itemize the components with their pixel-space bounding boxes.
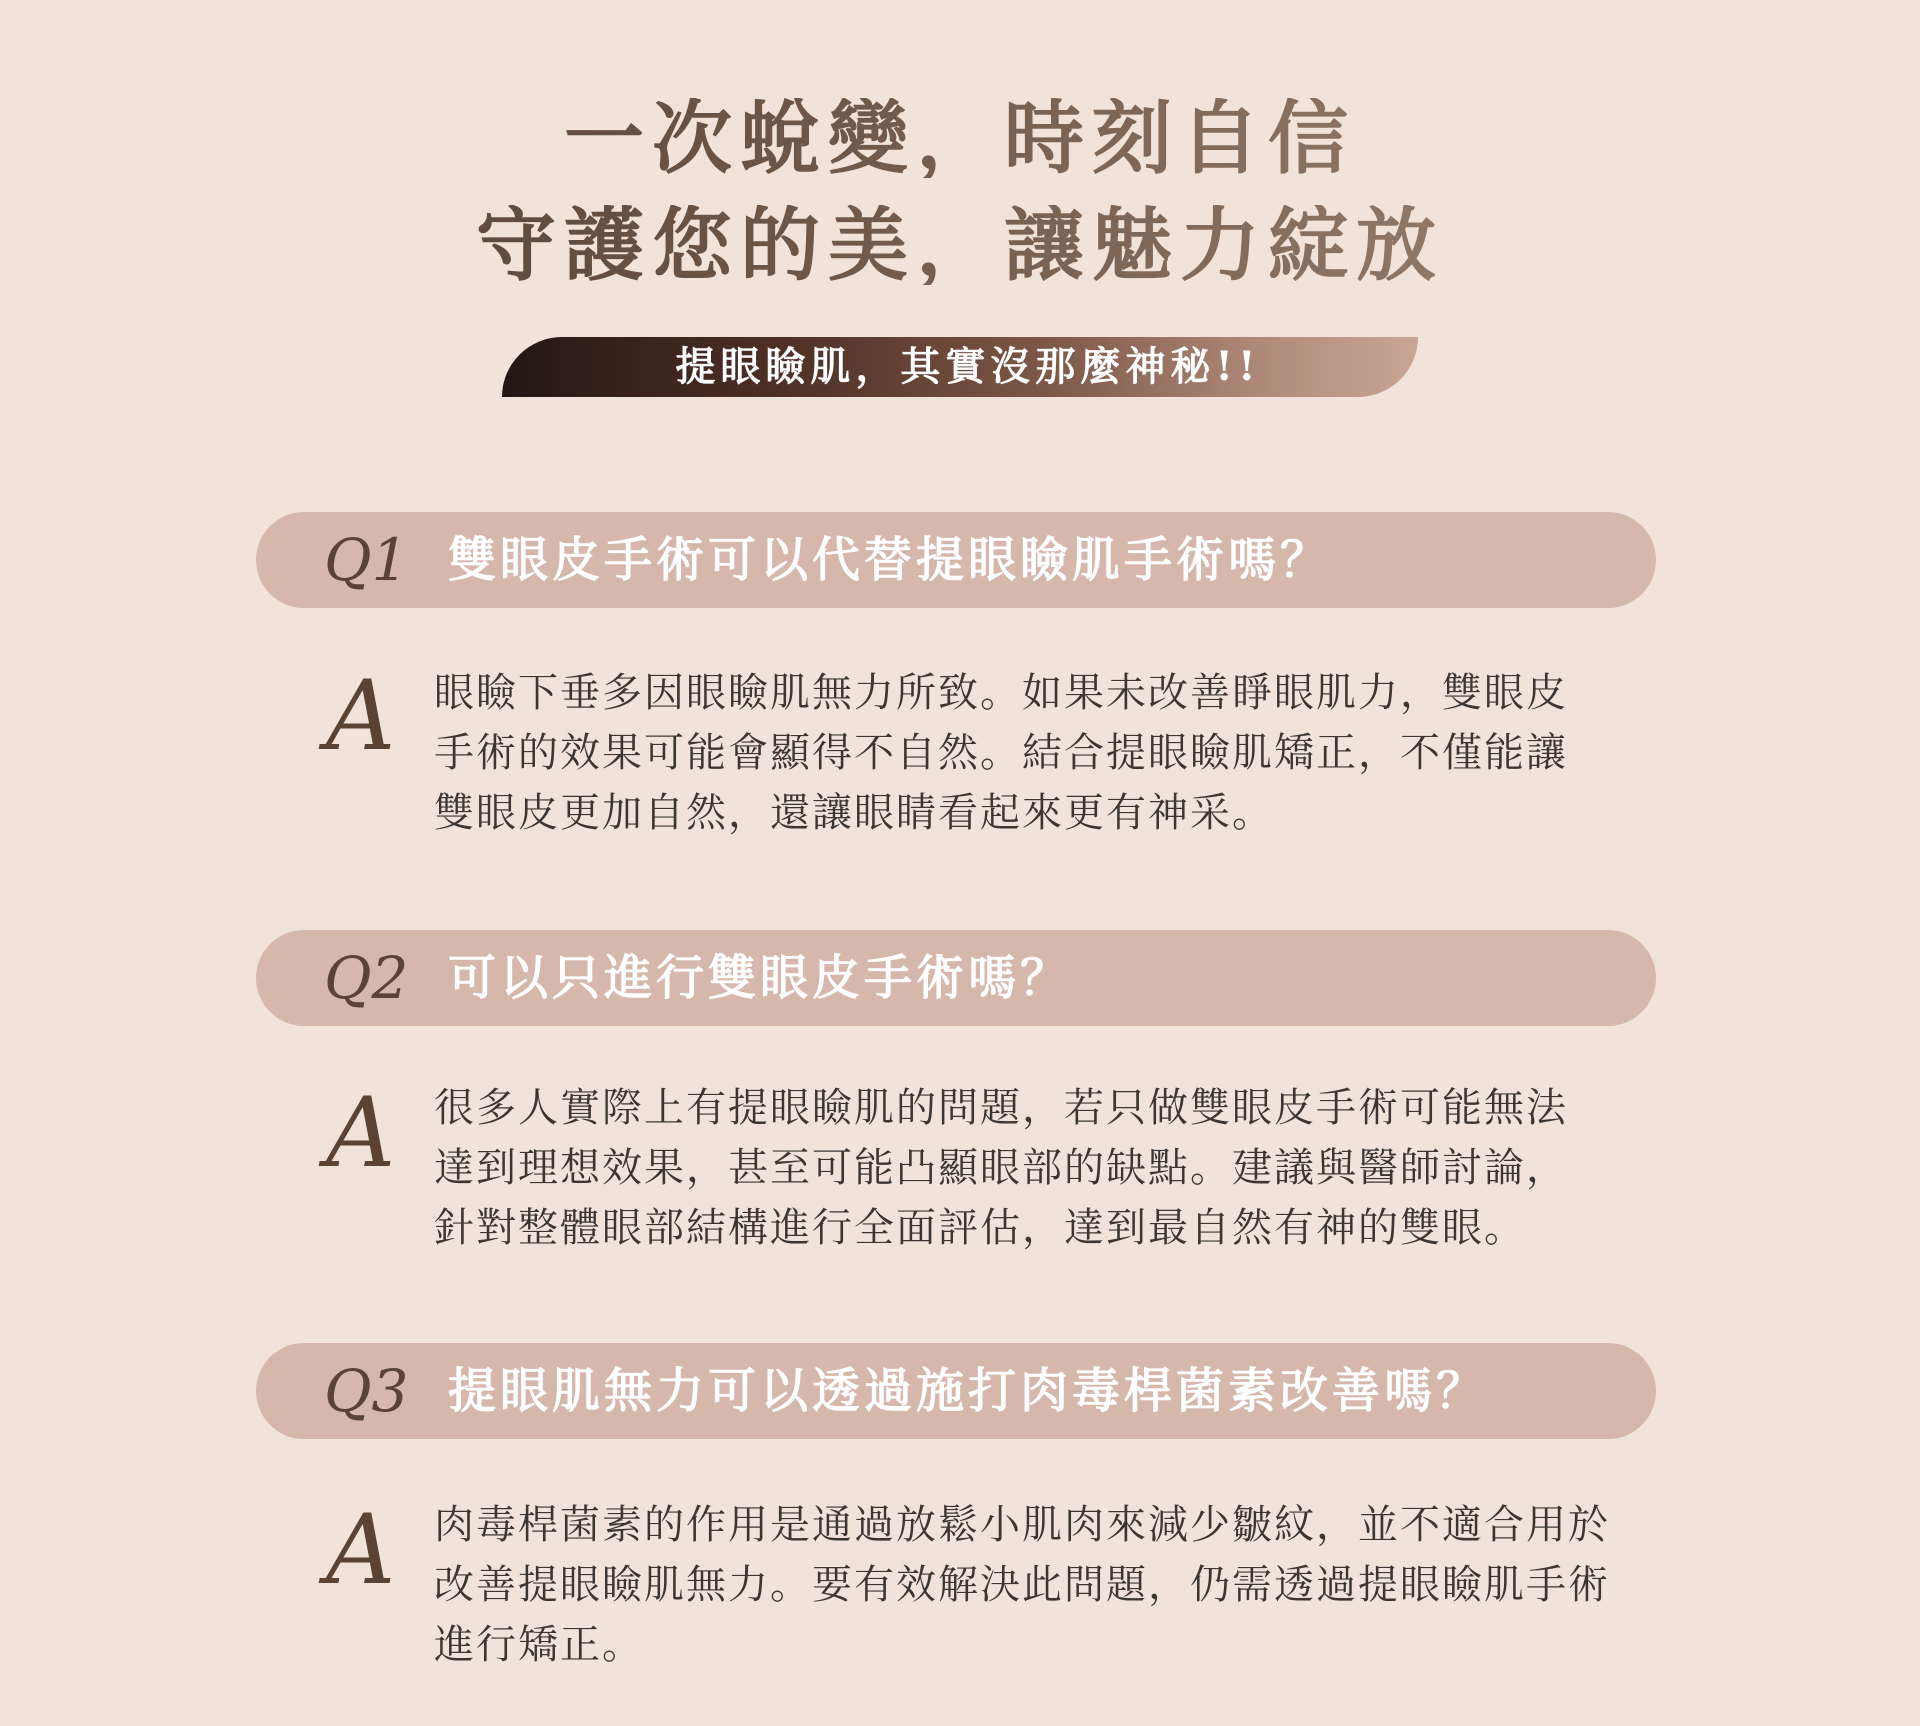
answer-text-1 bbox=[434, 663, 1644, 843]
question-bar-1 bbox=[256, 512, 1656, 608]
answer-line: 肉毒桿菌素的作用是通過放鬆小肌肉來減少皺紋，並不適合用於 bbox=[434, 1502, 1610, 1548]
answer-line: 改善提眼瞼肌無力。要有效解決此問題，仍需透過提眼瞼肌手術 bbox=[434, 1562, 1610, 1608]
answer-line: 雙眼皮更加自然，還讓眼睛看起來更有神采。 bbox=[434, 790, 1274, 836]
answer-line: 達到理想效果，甚至可能凸顯眼部的缺點。建議與醫師討論， bbox=[434, 1145, 1568, 1191]
question-text: 提眼肌無力可以透過施打肉毒桿菌素改善嗎？ bbox=[448, 1363, 1489, 1419]
answer-letter: A bbox=[326, 660, 396, 772]
question-text: 雙眼皮手術可以代替提眼瞼肌手術嗎？ bbox=[448, 532, 1333, 588]
question-bar-3 bbox=[256, 1343, 1656, 1439]
question-text: 可以只進行雙眼皮手術嗎？ bbox=[448, 950, 1073, 1006]
answer-text-3 bbox=[434, 1495, 1644, 1675]
answer-line: 手術的效果可能會顯得不自然。結合提眼瞼肌矯正，不僅能讓 bbox=[434, 730, 1568, 776]
question-number: Q3 bbox=[324, 1357, 409, 1425]
subtitle-banner-text: 提眼瞼肌，其實沒那麼神秘!! bbox=[675, 343, 1261, 390]
answer-line: 眼瞼下垂多因眼瞼肌無力所致。如果未改善睜眼肌力，雙眼皮 bbox=[434, 670, 1568, 716]
subtitle-banner bbox=[502, 337, 1418, 397]
answer-letter: A bbox=[326, 1494, 396, 1606]
question-bar-2 bbox=[256, 930, 1656, 1026]
headline-line-2: 守護您的美，讓魅力綻放 bbox=[0, 205, 1920, 285]
question-number: Q1 bbox=[324, 526, 409, 594]
answer-text-2 bbox=[434, 1078, 1644, 1258]
answer-line: 很多人實際上有提眼瞼肌的問題，若只做雙眼皮手術可能無法 bbox=[434, 1085, 1568, 1131]
answer-line: 針對整體眼部結構進行全面評估，達到最自然有神的雙眼。 bbox=[434, 1205, 1526, 1251]
question-number: Q2 bbox=[324, 944, 409, 1012]
answer-letter: A bbox=[326, 1077, 396, 1189]
headline-line-1: 一次蛻變，時刻自信 bbox=[0, 98, 1920, 178]
answer-line: 進行矯正。 bbox=[434, 1622, 644, 1668]
